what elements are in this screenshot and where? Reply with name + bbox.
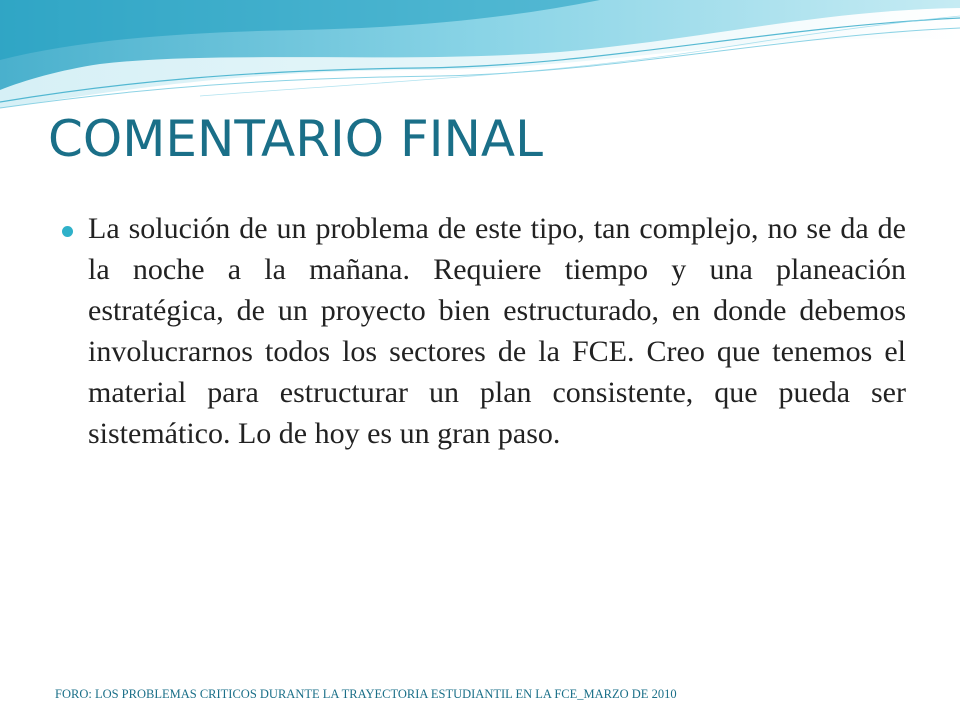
slide-title: COMENTARIO FINAL — [48, 110, 543, 168]
bullet-dot-icon — [62, 226, 73, 237]
footer-text: FORO: LOS PROBLEMAS CRITICOS DURANTE LA TRAYECTORIA ESTUDIANTIL EN LA FCE_MARZO DE 2010 — [55, 687, 677, 701]
bullet-list — [62, 208, 906, 454]
bullet-item — [62, 208, 906, 454]
bullet-text: La solución de un problema de este tipo, tan complejo, no se da de la noche a la mañana. Requiere tiempo y una planeación estratégica, de un proyecto bien estructurado, en donde debemos involucrarnos todos los sectores de la FCE. Creo que tenemos el material para estructurar un plan consistente, que pueda ser sistemático. Lo de hoy es un gran paso. — [88, 212, 906, 450]
